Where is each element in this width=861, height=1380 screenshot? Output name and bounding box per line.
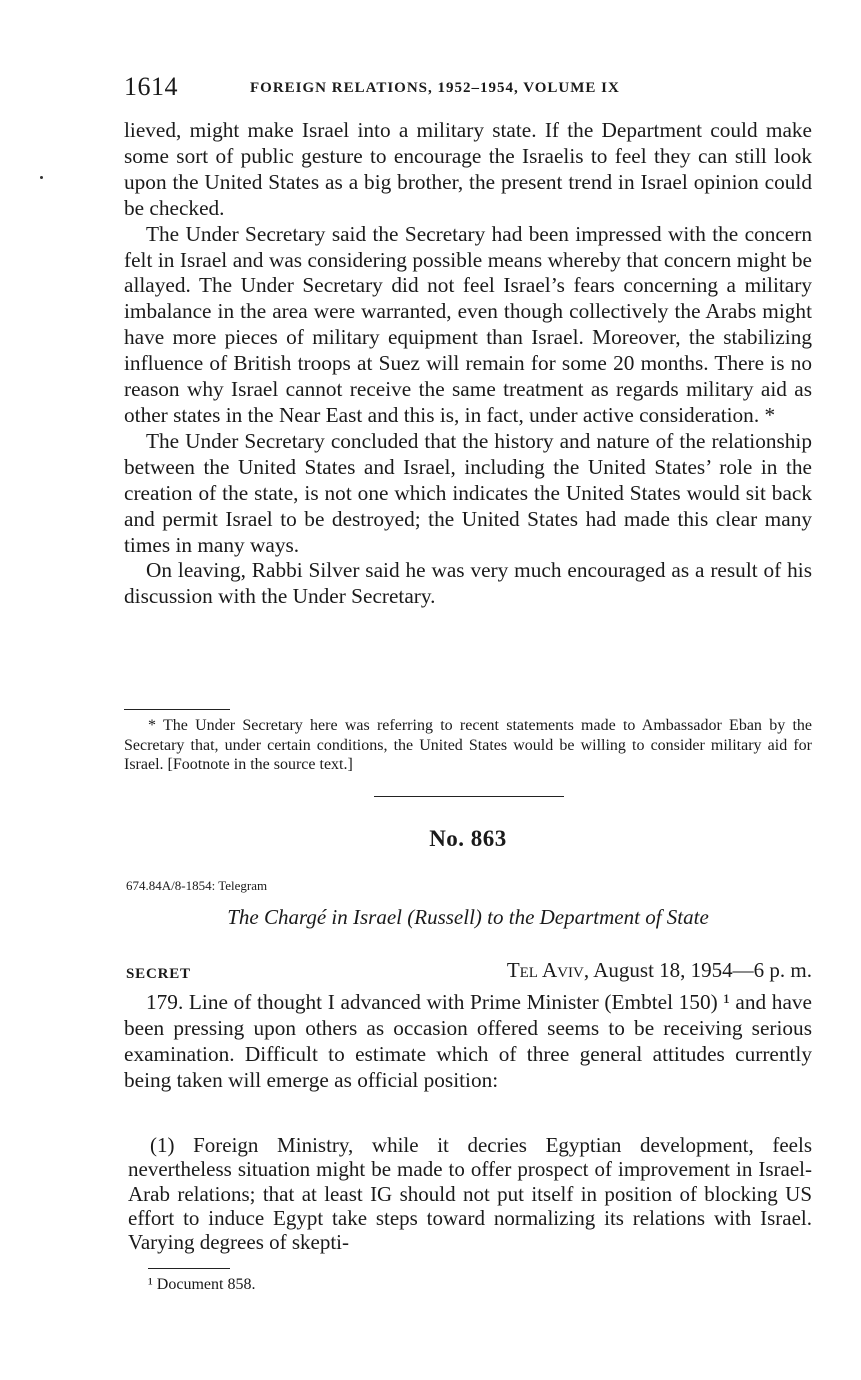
footnote-rule-2 [148,1268,230,1269]
paragraph-leaving: On leaving, Rabbi Silver said he was very much encouraged as a result of his discussion with the Under Secretary. [124,558,812,609]
paragraph-conclusion: The Under Secretary concluded that the history and nature of the relationship between the United States and Israel, including the United States’ role in the creation of the state, is not one which indicates the United States would sit back and permit Israel to be destroyed; the United States had made this clear many times in many ways. [124,428,812,557]
attitude-item-1: (1) Foreign Ministry, while it decries Egyptian development, feels nevertheless situation might be made to offer prospect of improvement in Israel-Arab relations; that at least IG should not put itself in position of blocking US effort to induce Egypt take steps toward normalizing its relations with Israel. Varying degrees of skepti- [128,1133,812,1255]
dateline [507,958,812,983]
classification: SECRET [126,966,191,982]
document-number: No. 863 [429,826,507,851]
scan-speck [40,176,43,179]
footnote-asterisk: * The Under Secretary here was referring to recent statements made to Ambassador Eban by the Secretary that, under certain conditions, the United States would be willing to consider military aid for Israel. [Footnote in the source text.] [124,717,812,773]
section-divider [374,796,564,797]
telegram-paragraph: 179. Line of thought I advanced with Prime Minister (Embtel 150) ¹ and have been pressing upon others as occasion offered seems to be receiving serious examination. Difficult to estimate which of three general attitudes currently being taken will emerge as official position: [124,990,812,1092]
page-header [124,72,812,106]
footnote-1: ¹ Document 858. [148,1276,256,1293]
paragraph-under-secretary: The Under Secretary said the Secretary had been impressed with the concern felt in Israel and was considering possible means whereby that concern might be allayed. The Under Secretary did not feel Israel’s fears concerning a military imbalance in the area were warranted, even though collectively the Arabs might have more pieces of military equipment than Israel. Moreover, the stabilizing influence of British troops at Suez will remain for some 20 months. There is no reason why Israel cannot receive the same treatment as regards military aid as other states in the Near East and this is, in fact, under active consideration. * [124,221,812,427]
dateline-date: , August 18, 1954—6 p. m. [583,958,812,982]
memo-body [124,118,812,610]
document-title: The Chargé in Israel (Russell) to the Department of State [227,905,709,929]
page-number: 1614 [124,72,178,101]
running-head: FOREIGN RELATIONS, 1952–1954, VOLUME IX [250,80,620,96]
file-reference: 674.84A/8-1854: Telegram [126,878,268,893]
dateline-place: Tel Aviv [506,958,584,982]
footnote-rule [124,709,230,710]
paragraph-continued: lieved, might make Israel into a military state. If the Department could make some sort of public gesture to encourage the Israelis to feel they can still look upon the United States as a big brother, the present trend in Israel opinion could be checked. [124,118,812,220]
